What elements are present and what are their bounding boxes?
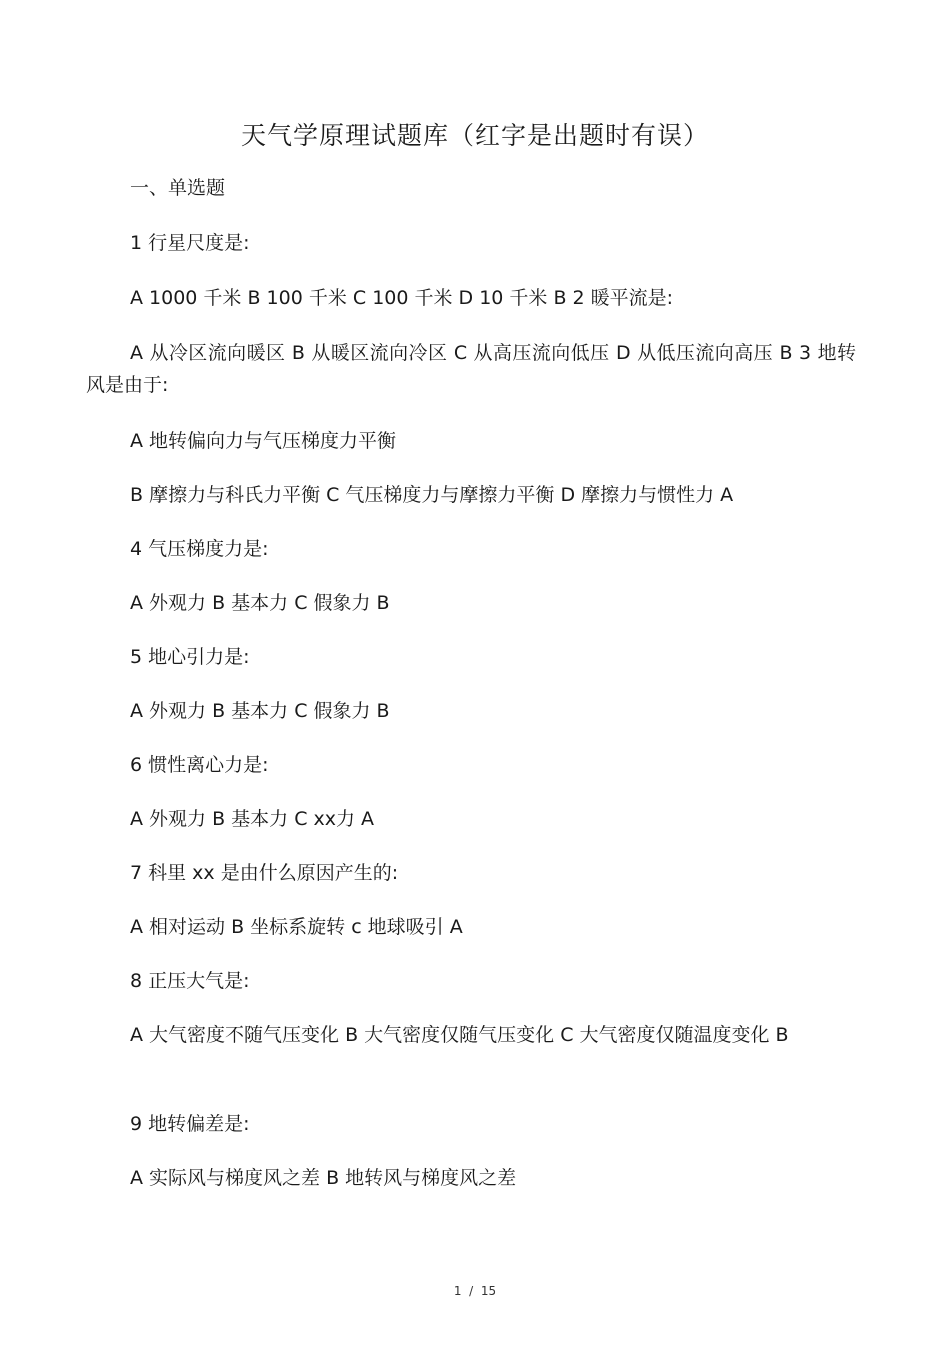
answer-line: A 1000 千米 B 100 千米 C 100 千米 D 10 千米 B 2 暖平流是: <box>130 287 674 309</box>
answer-line: A 相对运动 B 坐标系旋转 c 地球吸引 A <box>130 916 463 938</box>
question-line: 5 地心引力是: <box>130 646 250 668</box>
answer-line: A 外观力 B 基本力 C xx力 A <box>130 808 375 830</box>
question-line: 4 气压梯度力是: <box>130 538 269 560</box>
question-line: 9 地转偏差是: <box>130 1113 250 1135</box>
section-heading: 一、单选题 <box>130 177 226 199</box>
answer-line: B 摩擦力与科氏力平衡 C 气压梯度力与摩擦力平衡 D 摩擦力与惯性力 A <box>130 484 734 506</box>
question-line: 8 正压大气是: <box>130 970 250 992</box>
answer-line-wrapped: A 大气密度不随气压变化 B 大气密度仅随气压变化 C 大气密度仅随温度变化 B <box>130 1024 789 1046</box>
answer-line: A 地转偏向力与气压梯度力平衡 <box>130 430 397 452</box>
document-title: 天气学原理试题库（红字是出题时有误） <box>240 121 709 150</box>
answer-line-wrapped: A 从冷区流向暖区 B 从暖区流向冷区 C 从高压流向低压 D 从低压流向高压 B 3 地转风是由于: <box>86 342 856 396</box>
question-line: 7 科里 xx 是由什么原因产生的: <box>130 862 399 884</box>
answer-line: A 外观力 B 基本力 C 假象力 B <box>130 592 390 614</box>
page-number: 1 / 15 <box>453 1284 497 1298</box>
answer-line: A 实际风与梯度风之差 B 地转风与梯度风之差 <box>130 1167 517 1189</box>
answer-line: A 外观力 B 基本力 C 假象力 B <box>130 700 390 722</box>
question-line: 6 惯性离心力是: <box>130 754 269 776</box>
question-line: 1 行星尺度是: <box>130 232 250 254</box>
